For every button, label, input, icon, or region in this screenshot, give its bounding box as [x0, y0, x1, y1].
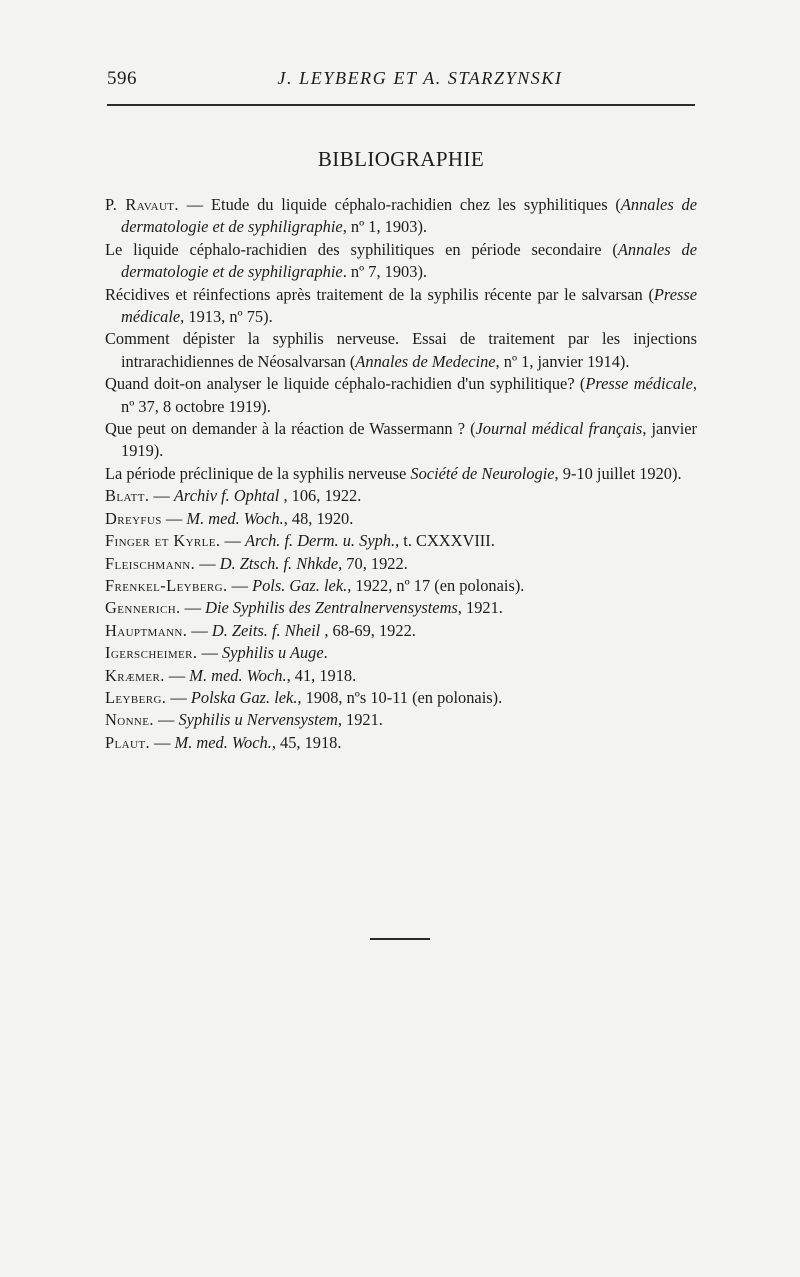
bibliography-entry: [105, 620, 697, 642]
entry-details: , nº 1, janvier 1914).: [495, 351, 630, 371]
entry-author: P. Ravaut.: [105, 195, 179, 214]
entry-source: Presse médicale: [121, 284, 697, 327]
bibliography-entry: [105, 597, 697, 619]
page-number: 596: [107, 68, 137, 89]
bibliography-entry: [105, 485, 697, 507]
bibliography-entry: [105, 463, 697, 485]
entry-source: Presse médicale: [585, 374, 693, 394]
entry-source: Die Syphilis des Zentralnervensystems: [205, 598, 458, 618]
entry-details: , 70, 1922.: [338, 553, 408, 573]
entry-text: —: [197, 643, 222, 663]
entry-details: , 41, 1918.: [286, 665, 357, 685]
end-rule: [370, 938, 430, 940]
entry-text: Comment dépister la syphilis nerveuse. Essai de traitement par les injections intrarachidiennes de Néosalvarsan (: [105, 329, 697, 371]
entry-details: , nº 37, 8 octobre 1919).: [121, 374, 697, 416]
entry-author: Igerscheimer.: [105, 643, 198, 663]
entry-author: Hauptmann.: [105, 620, 188, 640]
entry-text: —: [161, 508, 187, 528]
entry-author: Kræmer.: [105, 665, 165, 685]
bibliography-list: [105, 194, 697, 754]
running-head: [107, 68, 693, 92]
entry-text: —: [149, 486, 174, 506]
entry-details: , 9-10 juillet 1920).: [554, 463, 682, 483]
entry-author: Fleischmann.: [105, 553, 196, 573]
entry-details: . nº 7, 1903).: [342, 262, 428, 282]
bibliography-entry: [105, 530, 697, 552]
entry-text: —: [153, 710, 179, 730]
entry-author: Frenkel-Leyberg.: [105, 575, 228, 595]
entry-details: .: [323, 643, 328, 663]
header-rule: [107, 104, 695, 106]
bibliography-entry: [105, 687, 697, 709]
entry-author: Plaut.: [105, 732, 150, 752]
entry-text: —: [195, 553, 220, 573]
entry-details: , 48, 1920.: [283, 508, 354, 528]
entry-source: Archiv f. Ophtal: [173, 486, 280, 506]
entry-text: —: [227, 575, 253, 595]
bibliography-entry: [105, 508, 697, 530]
entry-source: M. med. Woch.: [174, 732, 272, 752]
entry-source: Syphilis u Nervensystem: [178, 710, 338, 730]
entry-details: , 1908, nºs 10-11 (en polonais).: [297, 687, 503, 707]
entry-text: —: [220, 531, 246, 551]
entry-author: Finger et Kyrle.: [105, 531, 221, 551]
entry-author: Gennerich.: [105, 598, 181, 618]
entry-text: —: [180, 598, 206, 618]
entry-details: , 1922, nº 17 (en polonais).: [347, 575, 525, 595]
running-head-authors: J. LEYBERG ET A. STARZYNSKI: [277, 68, 563, 88]
bibliography-entry: [105, 194, 697, 239]
entry-source: Arch. f. Derm. u. Syph.: [245, 531, 396, 551]
entry-text: — Etude du liquide céphalo-rachidien chez les syphilitiques (: [178, 195, 621, 214]
entry-text: —: [149, 732, 175, 752]
bibliography-entry: [105, 642, 697, 664]
entry-source: Journal médical français: [475, 419, 643, 439]
entry-author: Leyberg.: [105, 687, 167, 707]
bibliography-entry: [105, 284, 697, 329]
bibliography-entry: [105, 373, 697, 418]
entry-text: Le liquide céphalo-rachidien des syphilitiques en période secondaire (: [105, 239, 618, 259]
bibliography-entry: [105, 732, 697, 754]
entry-details: , t. CXXXVIII.: [395, 531, 495, 551]
entry-details: , 68-69, 1922.: [320, 620, 416, 640]
entry-source: D. Ztsch. f. Nhkde: [219, 553, 339, 573]
bibliography-entry: [105, 709, 697, 731]
entry-details: , 1913, nº 75).: [180, 307, 273, 327]
entry-source: Syphilis u Auge: [221, 643, 324, 663]
entry-source: Pols. Gaz. lek.: [252, 575, 348, 595]
entry-author: Nonne.: [105, 710, 154, 730]
entry-text: —: [187, 620, 212, 640]
entry-details: , 1921.: [457, 598, 503, 618]
entry-source: D. Zeits. f. Nheil: [211, 620, 321, 640]
entry-source: M. med. Woch.: [186, 508, 284, 528]
entry-details: , 45, 1918.: [271, 732, 342, 752]
entry-text: La période préclinique de la syphilis nerveuse: [105, 463, 411, 483]
entry-source: Polska Gaz. lek.: [190, 687, 298, 707]
entry-source: M. med. Woch.: [189, 665, 287, 685]
entry-source: Société de Neurologie: [410, 463, 555, 483]
entry-source: Annales de dermatologie et de syphiligraphie: [121, 195, 698, 237]
bibliography-entry: [105, 553, 697, 575]
entry-details: , janvier 1919).: [121, 419, 698, 461]
bibliography-entry: [105, 328, 697, 373]
entry-text: —: [164, 665, 190, 685]
bibliography-entry: [105, 418, 697, 463]
entry-source: Annales de dermatologie et de syphiligraphie: [121, 239, 697, 282]
entry-details: , 106, 1922.: [279, 486, 362, 506]
entry-text: Que peut on demander à la réaction de Wassermann ? (: [105, 419, 476, 439]
bibliography-entry: [105, 239, 697, 284]
entry-source: Annales de Medecine: [355, 351, 496, 371]
entry-author: Dreyfus: [105, 508, 162, 528]
bibliography-entry: [105, 665, 697, 687]
entry-details: , 1921.: [337, 710, 383, 730]
entry-text: —: [166, 687, 191, 707]
entry-text: Récidives et réinfections après traitement de la syphilis récente par le salvarsan (: [105, 284, 654, 304]
entry-text: Quand doit-on analyser le liquide céphalo-rachidien d'un syphilitique? (: [105, 374, 586, 394]
entry-details: , nº 1, 1903).: [342, 217, 428, 237]
section-title: BIBLIOGRAPHIE: [317, 147, 485, 171]
entry-author: Blatt.: [105, 486, 150, 506]
bibliography-entry: [105, 575, 697, 597]
